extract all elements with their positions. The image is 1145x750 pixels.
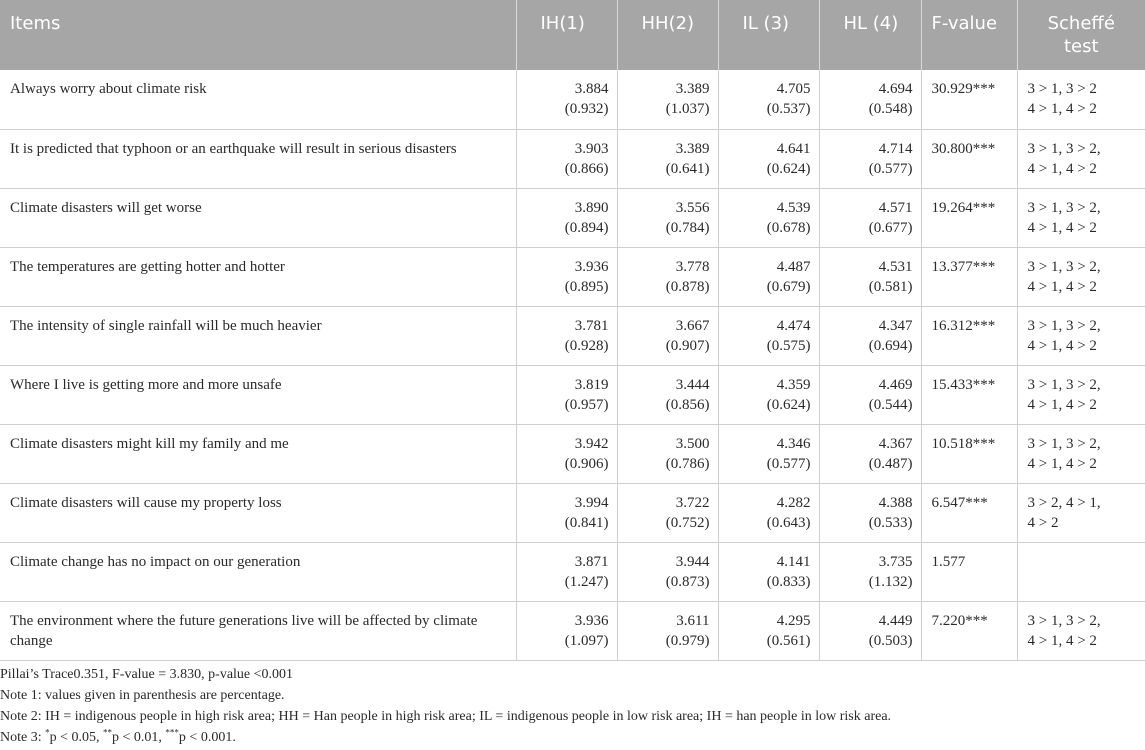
cell-hl	[819, 365, 921, 424]
cell-hl	[819, 129, 921, 188]
ih-sd: (0.895)	[564, 278, 609, 295]
f-value: 10.518***	[931, 435, 996, 452]
header-hh: HH(2)	[617, 0, 718, 70]
cell-hl	[819, 483, 921, 542]
cell-hh	[617, 129, 718, 188]
hh-mean: 3.389	[675, 140, 710, 157]
note-1: Note 1: values given in parenthesis are percentage.	[0, 688, 285, 703]
item-text: Climate disasters will get worse	[10, 199, 202, 216]
ih-sd: (0.894)	[564, 219, 609, 236]
cell-fvalue	[921, 70, 1017, 129]
cell-item	[0, 247, 516, 306]
cell-item	[0, 306, 516, 365]
note-3-sup3: ***	[165, 727, 179, 738]
note-3-prefix: Note 3:	[0, 730, 46, 745]
cell-il	[718, 129, 819, 188]
cell-hh	[617, 306, 718, 365]
header-items: Items	[0, 0, 516, 70]
note-3-c: p < 0.001.	[178, 730, 236, 745]
cell-hh	[617, 247, 718, 306]
header-scheffe-line1: Scheffé	[1047, 13, 1115, 34]
il-mean: 4.487	[776, 258, 811, 275]
ih-mean: 3.942	[574, 435, 609, 452]
cell-hh	[617, 424, 718, 483]
cell-ih	[516, 188, 617, 247]
ih-sd: (0.957)	[564, 396, 609, 413]
item-text: It is predicted that typhoon or an earthquake will result in serious disasters	[10, 140, 457, 157]
header-il: IL (3)	[718, 0, 819, 70]
note-3-a: p < 0.05,	[49, 730, 104, 745]
cell-il	[718, 70, 819, 129]
hl-sd: (0.677)	[868, 219, 913, 236]
hl-sd: (0.487)	[868, 455, 913, 472]
item-text: Climate disasters will cause my property loss	[10, 494, 282, 511]
item-text: Always worry about climate risk	[10, 81, 207, 97]
hh-sd: (1.037)	[665, 101, 710, 117]
scheffe-line2: 4 > 1, 4 > 2	[1027, 632, 1097, 649]
note-2: Note 2: IH = indigenous people in high risk area; HH = Han people in high risk area; IL = indigenous people in low risk area; IH = han people in low risk area.	[0, 709, 892, 724]
f-value: 13.377***	[931, 258, 996, 275]
cell-item	[0, 601, 516, 660]
ih-mean: 3.781	[574, 317, 609, 334]
hh-mean: 3.722	[675, 494, 710, 511]
cell-ih	[516, 247, 617, 306]
table-row	[0, 188, 1145, 247]
item-text: The environment where the future generations live will be affected by climate change	[10, 612, 478, 649]
f-value: 15.433***	[931, 376, 996, 393]
hh-mean: 3.389	[675, 81, 710, 97]
il-sd: (0.643)	[766, 514, 811, 531]
cell-scheffe	[1017, 188, 1145, 247]
cell-item	[0, 70, 516, 129]
cell-fvalue	[921, 483, 1017, 542]
cell-item	[0, 542, 516, 601]
hl-mean: 4.388	[878, 494, 913, 511]
cell-hl	[819, 542, 921, 601]
scheffe-line2: 4 > 1, 4 > 2	[1027, 455, 1097, 472]
hh-mean: 3.778	[675, 258, 710, 275]
scheffe-line2: 4 > 2	[1027, 514, 1059, 531]
cell-fvalue	[921, 542, 1017, 601]
ih-sd: (0.932)	[564, 101, 609, 117]
cell-ih	[516, 365, 617, 424]
cell-fvalue	[921, 247, 1017, 306]
f-value: 30.800***	[931, 140, 996, 157]
il-sd: (0.624)	[766, 396, 811, 413]
f-value: 16.312***	[931, 317, 996, 334]
hl-sd: (0.548)	[868, 101, 913, 117]
cell-scheffe	[1017, 70, 1145, 129]
il-mean: 4.295	[776, 612, 811, 629]
scheffe-line1: 3 > 1, 3 > 2,	[1027, 140, 1101, 157]
table-row	[0, 129, 1145, 188]
hl-mean: 4.714	[878, 140, 913, 157]
scheffe-line1: 3 > 1, 3 > 2,	[1027, 258, 1101, 275]
ih-sd: (0.906)	[564, 455, 609, 472]
scheffe-line1: 3 > 1, 3 > 2,	[1027, 317, 1101, 334]
cell-ih	[516, 306, 617, 365]
cell-ih	[516, 70, 617, 129]
hl-mean: 4.469	[878, 376, 913, 393]
hh-mean: 3.611	[676, 612, 710, 629]
note-3	[0, 727, 1145, 748]
scheffe-line1: 3 > 2, 4 > 1,	[1027, 494, 1101, 511]
cell-scheffe	[1017, 424, 1145, 483]
ih-sd: (1.097)	[564, 632, 609, 649]
item-text: The temperatures are getting hotter and hotter	[10, 258, 285, 275]
hh-mean: 3.556	[675, 199, 710, 216]
hh-sd: (0.856)	[665, 396, 710, 413]
cell-hl	[819, 601, 921, 660]
f-value: 6.547***	[931, 494, 988, 511]
note-pillai: Pillai’s Trace0.351, F-value = 3.830, p-value <0.001	[0, 667, 294, 682]
cell-item	[0, 424, 516, 483]
cell-il	[718, 247, 819, 306]
header-fvalue: F-value	[921, 0, 1017, 70]
hh-sd: (0.979)	[665, 632, 710, 649]
hl-mean: 4.449	[878, 612, 913, 629]
scheffe-line1: 3 > 1, 3 > 2,	[1027, 612, 1101, 629]
il-mean: 4.539	[776, 199, 811, 216]
note-3-b: p < 0.01,	[112, 730, 166, 745]
cell-hh	[617, 601, 718, 660]
il-sd: (0.575)	[766, 337, 811, 354]
note-3-sup2: **	[103, 727, 113, 738]
scheffe-line2: 4 > 1, 4 > 2	[1027, 278, 1097, 295]
ih-mean: 3.936	[574, 258, 609, 275]
hl-mean: 4.694	[878, 81, 913, 97]
cell-fvalue	[921, 601, 1017, 660]
cell-hh	[617, 542, 718, 601]
hl-sd: (0.694)	[868, 337, 913, 354]
header-scheffe-line2: test	[1063, 36, 1099, 57]
hh-sd: (0.907)	[665, 337, 710, 354]
cell-fvalue	[921, 365, 1017, 424]
cell-fvalue	[921, 129, 1017, 188]
cell-il	[718, 306, 819, 365]
cell-scheffe	[1017, 601, 1145, 660]
scheffe-line1: 3 > 1, 3 > 2,	[1027, 435, 1101, 452]
hh-sd: (0.784)	[665, 219, 710, 236]
cell-scheffe	[1017, 542, 1145, 601]
item-text: The intensity of single rainfall will be much heavier	[10, 317, 322, 334]
il-mean: 4.359	[776, 376, 811, 393]
il-sd: (0.561)	[766, 632, 811, 649]
table-notes	[0, 664, 1145, 748]
cell-scheffe	[1017, 365, 1145, 424]
table-row	[0, 70, 1145, 129]
item-text: Where I live is getting more and more unsafe	[10, 376, 282, 393]
cell-scheffe	[1017, 129, 1145, 188]
cell-ih	[516, 424, 617, 483]
ih-mean: 3.936	[574, 612, 609, 629]
il-mean: 4.705	[776, 81, 811, 97]
f-value: 1.577	[931, 553, 966, 570]
scheffe-line2: 4 > 1, 4 > 2	[1027, 101, 1097, 117]
cell-item	[0, 188, 516, 247]
cell-ih	[516, 542, 617, 601]
ih-mean: 3.903	[574, 140, 609, 157]
header-row	[0, 0, 1145, 70]
table-row	[0, 483, 1145, 542]
il-sd: (0.624)	[766, 160, 811, 177]
hl-sd: (0.544)	[868, 396, 913, 413]
table-row	[0, 542, 1145, 601]
item-text: Climate disasters might kill my family and me	[10, 435, 289, 452]
hl-mean: 3.735	[878, 553, 913, 570]
scheffe-line2: 4 > 1, 4 > 2	[1027, 396, 1097, 413]
hl-mean: 4.347	[878, 317, 913, 334]
cell-hl	[819, 188, 921, 247]
scheffe-line2: 4 > 1, 4 > 2	[1027, 160, 1097, 177]
il-mean: 4.346	[776, 435, 811, 452]
cell-ih	[516, 129, 617, 188]
ih-mean: 3.994	[574, 494, 609, 511]
note-3-sup1: *	[45, 727, 50, 738]
cell-il	[718, 188, 819, 247]
hh-mean: 3.444	[675, 376, 710, 393]
f-value: 7.220***	[931, 612, 988, 629]
cell-fvalue	[921, 306, 1017, 365]
table-row	[0, 306, 1145, 365]
cell-hh	[617, 365, 718, 424]
cell-hl	[819, 70, 921, 129]
hl-sd: (1.132)	[868, 573, 913, 590]
hh-sd: (0.873)	[665, 573, 710, 590]
cell-ih	[516, 601, 617, 660]
cell-hl	[819, 247, 921, 306]
cell-scheffe	[1017, 483, 1145, 542]
cell-fvalue	[921, 188, 1017, 247]
cell-il	[718, 424, 819, 483]
hh-sd: (0.641)	[665, 160, 710, 177]
header-hl: HL (4)	[819, 0, 921, 70]
ih-mean: 3.819	[574, 376, 609, 393]
hl-sd: (0.577)	[868, 160, 913, 177]
il-sd: (0.678)	[766, 219, 811, 236]
ih-mean: 3.890	[574, 199, 609, 216]
cell-hl	[819, 424, 921, 483]
cell-scheffe	[1017, 247, 1145, 306]
ih-mean: 3.871	[574, 553, 609, 570]
ih-sd: (0.928)	[564, 337, 609, 354]
scheffe-line1: 3 > 1, 3 > 2,	[1027, 199, 1101, 216]
header-ih: IH(1)	[516, 0, 617, 70]
hl-mean: 4.571	[878, 199, 913, 216]
cell-hl	[819, 306, 921, 365]
cell-hh	[617, 70, 718, 129]
il-mean: 4.641	[776, 140, 811, 157]
cell-scheffe	[1017, 306, 1145, 365]
cell-ih	[516, 483, 617, 542]
hh-sd: (0.878)	[665, 278, 710, 295]
cell-item	[0, 129, 516, 188]
cell-item	[0, 365, 516, 424]
il-mean: 4.282	[776, 494, 811, 511]
ih-sd: (1.247)	[564, 573, 609, 590]
table-row	[0, 601, 1145, 660]
hl-sd: (0.581)	[868, 278, 913, 295]
hl-sd: (0.503)	[868, 632, 913, 649]
table-row	[0, 365, 1145, 424]
il-mean: 4.474	[776, 317, 811, 334]
hl-sd: (0.533)	[868, 514, 913, 531]
hh-mean: 3.667	[675, 317, 710, 334]
hh-mean: 3.944	[675, 553, 710, 570]
hl-mean: 4.367	[878, 435, 913, 452]
f-value: 30.929***	[931, 81, 996, 97]
cell-il	[718, 365, 819, 424]
table-row	[0, 247, 1145, 306]
f-value: 19.264***	[931, 199, 996, 216]
il-sd: (0.833)	[766, 573, 811, 590]
scheffe-line2: 4 > 1, 4 > 2	[1027, 337, 1097, 354]
item-text: Climate change has no impact on our generation	[10, 553, 301, 570]
cell-il	[718, 483, 819, 542]
scheffe-line1: 3 > 1, 3 > 2,	[1027, 376, 1101, 393]
cell-hh	[617, 483, 718, 542]
cell-hh	[617, 188, 718, 247]
il-mean: 4.141	[776, 553, 811, 570]
cell-fvalue	[921, 424, 1017, 483]
cell-item	[0, 483, 516, 542]
il-sd: (0.537)	[766, 101, 811, 117]
hl-mean: 4.531	[878, 258, 913, 275]
ih-sd: (0.841)	[564, 514, 609, 531]
table-row	[0, 424, 1145, 483]
cell-il	[718, 542, 819, 601]
il-sd: (0.577)	[766, 455, 811, 472]
cell-il	[718, 601, 819, 660]
scheffe-line2: 4 > 1, 4 > 2	[1027, 219, 1097, 236]
scheffe-line1: 3 > 1, 3 > 2	[1027, 81, 1097, 97]
ih-sd: (0.866)	[564, 160, 609, 177]
header-scheffe	[1017, 0, 1145, 70]
hh-sd: (0.786)	[665, 455, 710, 472]
il-sd: (0.679)	[766, 278, 811, 295]
table-body	[0, 70, 1145, 660]
hh-mean: 3.500	[675, 435, 710, 452]
ih-mean: 3.884	[574, 81, 609, 97]
hh-sd: (0.752)	[665, 514, 710, 531]
